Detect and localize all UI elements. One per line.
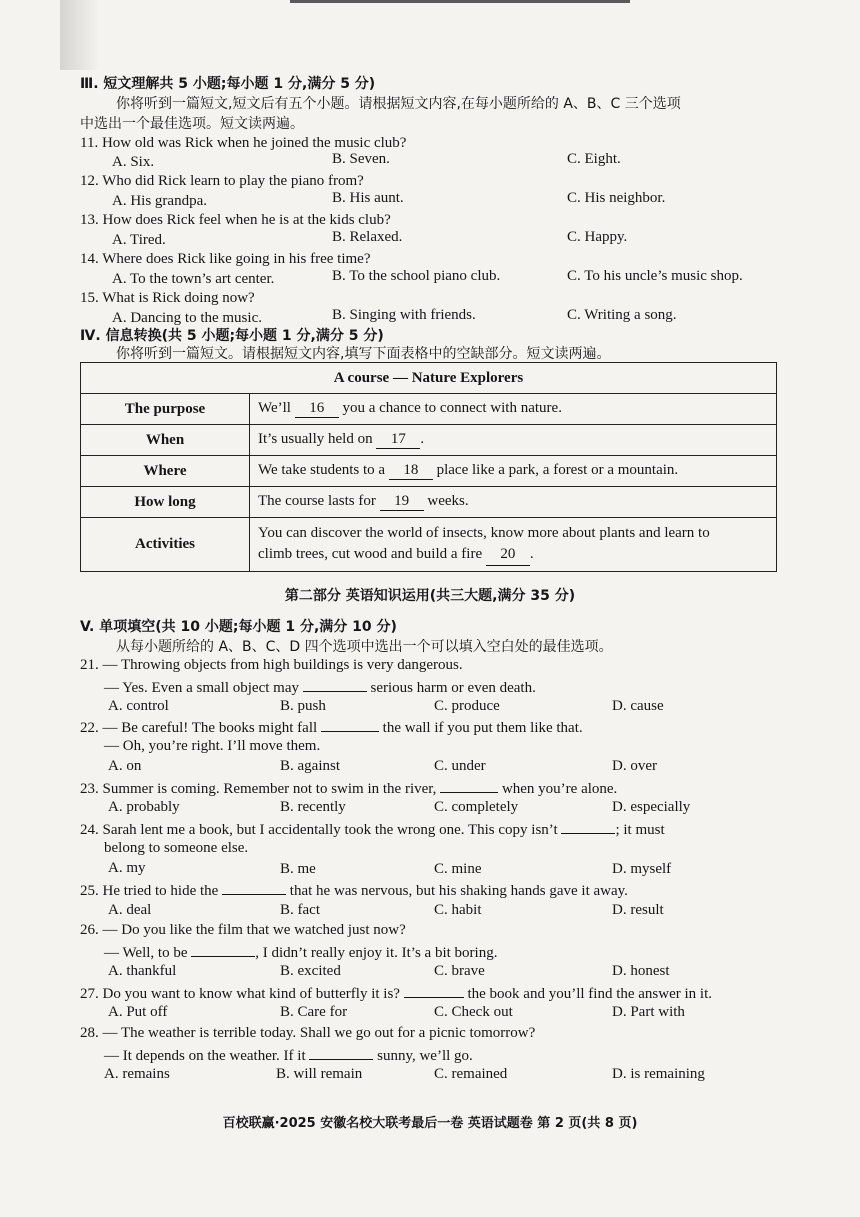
row-text: place like a park, a forest or a mountain. bbox=[436, 462, 679, 478]
scan-top-edge bbox=[290, 0, 630, 3]
row-head-purpose: The purpose bbox=[81, 394, 250, 425]
blank-18[interactable]: 18 bbox=[389, 462, 433, 480]
option-21d[interactable]: D. cause bbox=[612, 698, 664, 714]
option-13c[interactable]: C. Happy. bbox=[567, 229, 628, 245]
question-26-line2 bbox=[104, 942, 497, 962]
blank-20[interactable]: 20 bbox=[486, 544, 530, 566]
option-15b[interactable]: B. Singing with friends. bbox=[332, 307, 476, 323]
q-text: the book and you’ll find the answer in it. bbox=[467, 986, 713, 1002]
answer-blank[interactable] bbox=[222, 880, 286, 895]
row-text: weeks. bbox=[427, 493, 469, 509]
row-text: . bbox=[420, 431, 425, 447]
row-text: It’s usually held on bbox=[258, 431, 373, 447]
option-12a[interactable]: A. His grandpa. bbox=[112, 193, 207, 209]
question-28-line2 bbox=[104, 1045, 473, 1065]
option-22c[interactable]: C. under bbox=[434, 758, 486, 774]
question-24-line2: belong to someone else. bbox=[104, 840, 249, 856]
option-27b[interactable]: B. Care for bbox=[280, 1004, 348, 1020]
row-content-activities bbox=[250, 518, 777, 572]
option-24c[interactable]: C. mine bbox=[434, 861, 482, 877]
option-11a[interactable]: A. Six. bbox=[112, 154, 155, 170]
blank-16[interactable]: 16 bbox=[295, 400, 339, 418]
option-26b[interactable]: B. excited bbox=[280, 963, 341, 979]
option-28d[interactable]: D. is remaining bbox=[612, 1066, 705, 1082]
section5-instruction: 从每小题所给的 A、B、C、D 四个选项中选出一个可以填入空白处的最佳选项。 bbox=[116, 639, 613, 655]
blank-19[interactable]: 19 bbox=[380, 493, 424, 511]
option-14c[interactable]: C. To his uncle’s music shop. bbox=[567, 268, 743, 284]
answer-blank[interactable] bbox=[191, 942, 255, 957]
q-text: — Yes. Even a small object may bbox=[104, 680, 299, 696]
option-14a[interactable]: A. To the town’s art center. bbox=[112, 271, 275, 287]
row-head-how-long: How long bbox=[81, 487, 250, 518]
answer-blank[interactable] bbox=[404, 983, 464, 998]
option-23a[interactable]: A. probably bbox=[108, 799, 180, 815]
option-27d[interactable]: D. Part with bbox=[612, 1004, 685, 1020]
option-26c[interactable]: C. brave bbox=[434, 963, 485, 979]
question-22-line2: — Oh, you’re right. I’ll move them. bbox=[104, 738, 321, 754]
option-25a[interactable]: A. deal bbox=[108, 902, 152, 918]
option-26d[interactable]: D. honest bbox=[612, 963, 670, 979]
question-21-line2 bbox=[104, 677, 536, 697]
question-23 bbox=[80, 778, 617, 798]
q-text: that he was nervous, but his shaking hands gave it away. bbox=[289, 883, 628, 899]
option-13b[interactable]: B. Relaxed. bbox=[332, 229, 403, 245]
q-text: 25. He tried to hide the bbox=[80, 883, 219, 899]
option-11c[interactable]: C. Eight. bbox=[567, 151, 621, 167]
question-28: 28. — The weather is terrible today. Shall we go out for a picnic tomorrow? bbox=[80, 1025, 536, 1041]
row-head-when: When bbox=[81, 425, 250, 456]
answer-blank[interactable] bbox=[303, 677, 367, 692]
row-head-activities: Activities bbox=[81, 518, 250, 572]
row-content-how-long bbox=[250, 487, 777, 518]
page-footer: 百校联赢·2025 安徽名校大联考最后一卷 英语试题卷 第 2 页(共 8 页) bbox=[222, 1116, 638, 1131]
section5-title: V. 单项填空(共 10 小题;每小题 1 分,满分 10 分) bbox=[80, 619, 397, 635]
question-13: 13. How does Rick feel when he is at the kids club? bbox=[80, 212, 391, 228]
row-head-where: Where bbox=[81, 456, 250, 487]
question-22 bbox=[80, 717, 583, 737]
question-11: 11. How old was Rick when he joined the music club? bbox=[80, 135, 407, 151]
q-text: , I didn’t really enjoy it. It’s a bit boring. bbox=[255, 945, 498, 961]
q-text: serious harm or even death. bbox=[370, 680, 536, 696]
option-25b[interactable]: B. fact bbox=[280, 902, 320, 918]
question-14: 14. Where does Rick like going in his free time? bbox=[80, 251, 371, 267]
q-text: 22. — Be careful! The books might fall bbox=[80, 720, 318, 736]
answer-blank[interactable] bbox=[309, 1045, 373, 1060]
table-row bbox=[81, 394, 777, 425]
table-row bbox=[81, 518, 777, 572]
option-11b[interactable]: B. Seven. bbox=[332, 151, 390, 167]
option-22a[interactable]: A. on bbox=[108, 758, 142, 774]
q-text: 24. Sarah lent me a book, but I accidentally took the wrong one. This copy isn’t bbox=[80, 822, 558, 838]
option-21c[interactable]: C. produce bbox=[434, 698, 500, 714]
question-12: 12. Who did Rick learn to play the piano from? bbox=[80, 173, 364, 189]
option-25c[interactable]: C. habit bbox=[434, 902, 482, 918]
question-21: 21. — Throwing objects from high buildings is very dangerous. bbox=[80, 657, 463, 673]
option-21b[interactable]: B. push bbox=[280, 698, 326, 714]
question-24 bbox=[80, 819, 665, 839]
info-table bbox=[80, 362, 777, 572]
section4-title: Ⅳ. 信息转换(共 5 小题;每小题 1 分,满分 5 分) bbox=[80, 328, 384, 344]
option-24a[interactable]: A. my bbox=[108, 860, 146, 876]
q-text: the wall if you put them like that. bbox=[382, 720, 583, 736]
q-text: 23. Summer is coming. Remember not to swim in the river, bbox=[80, 781, 437, 797]
option-22d[interactable]: D. over bbox=[612, 758, 657, 774]
option-12c[interactable]: C. His neighbor. bbox=[567, 190, 666, 206]
section3-title: Ⅲ. 短文理解共 5 小题;每小题 1 分,满分 5 分) bbox=[80, 76, 376, 92]
option-23c[interactable]: C. completely bbox=[434, 799, 519, 815]
option-28a[interactable]: A. remains bbox=[104, 1066, 170, 1082]
row-content-where bbox=[250, 456, 777, 487]
row-content-purpose bbox=[250, 394, 777, 425]
option-28c[interactable]: C. remained bbox=[434, 1066, 508, 1082]
option-15a[interactable]: A. Dancing to the music. bbox=[112, 310, 262, 326]
q-text: — It depends on the weather. If it bbox=[104, 1048, 306, 1064]
option-21a[interactable]: A. control bbox=[108, 698, 169, 714]
section4-instruction: 你将听到一篇短文。请根据短文内容,填写下面表格中的空缺部分。短文读两遍。 bbox=[116, 346, 611, 362]
question-27 bbox=[80, 983, 712, 1003]
q-text: — Well, to be bbox=[104, 945, 188, 961]
row-text: You can discover the world of insects, know more about plants and learn to bbox=[258, 525, 710, 541]
question-25 bbox=[80, 880, 628, 900]
option-26a[interactable]: A. thankful bbox=[108, 963, 177, 979]
table-row bbox=[81, 487, 777, 518]
section3-instruction-2: 中选出一个最佳选项。短文读两遍。 bbox=[80, 116, 304, 132]
option-14b[interactable]: B. To the school piano club. bbox=[332, 268, 501, 284]
q-text: ; it must bbox=[615, 822, 665, 838]
section3-instruction: 你将听到一篇短文,短文后有五个小题。请根据短文内容,在每小题所给的 A、B、C 三个选项 bbox=[116, 96, 681, 112]
option-27c[interactable]: C. Check out bbox=[434, 1004, 513, 1020]
option-12b[interactable]: B. His aunt. bbox=[332, 190, 404, 206]
row-text: We take students to a bbox=[258, 462, 386, 478]
row-text: The course lasts for bbox=[258, 493, 376, 509]
option-28b[interactable]: B. will remain bbox=[276, 1066, 363, 1082]
answer-blank[interactable] bbox=[321, 717, 379, 732]
row-text: We’ll bbox=[258, 400, 291, 416]
option-23d[interactable]: D. especially bbox=[612, 799, 691, 815]
blank-17[interactable]: 17 bbox=[376, 431, 420, 449]
option-15c[interactable]: C. Writing a song. bbox=[567, 307, 677, 323]
table-row bbox=[81, 456, 777, 487]
question-15: 15. What is Rick doing now? bbox=[80, 290, 255, 306]
question-26: 26. — Do you like the film that we watched just now? bbox=[80, 922, 406, 938]
table-title: A course — Nature Explorers bbox=[81, 363, 777, 394]
row-text: . bbox=[529, 546, 534, 562]
q-text: 27. Do you want to know what kind of butterfly it is? bbox=[80, 986, 400, 1002]
row-text: you a chance to connect with nature. bbox=[342, 400, 562, 416]
q-text: sunny, we’ll go. bbox=[377, 1048, 473, 1064]
option-24d[interactable]: D. myself bbox=[612, 861, 672, 877]
scan-shadow bbox=[60, 0, 100, 70]
answer-blank[interactable] bbox=[561, 819, 615, 834]
option-22b[interactable]: B. against bbox=[280, 758, 340, 774]
option-23b[interactable]: B. recently bbox=[280, 799, 346, 815]
option-13a[interactable]: A. Tired. bbox=[112, 232, 166, 248]
row-text: climb trees, cut wood and build a fire bbox=[258, 546, 483, 562]
part2-title: 第二部分 英语知识运用(共三大题,满分 35 分) bbox=[284, 588, 576, 604]
option-24b[interactable]: B. me bbox=[280, 861, 316, 877]
option-25d[interactable]: D. result bbox=[612, 902, 664, 918]
answer-blank[interactable] bbox=[440, 778, 498, 793]
option-27a[interactable]: A. Put off bbox=[108, 1004, 168, 1020]
row-content-when bbox=[250, 425, 777, 456]
table-row bbox=[81, 425, 777, 456]
q-text: when you’re alone. bbox=[501, 781, 618, 797]
